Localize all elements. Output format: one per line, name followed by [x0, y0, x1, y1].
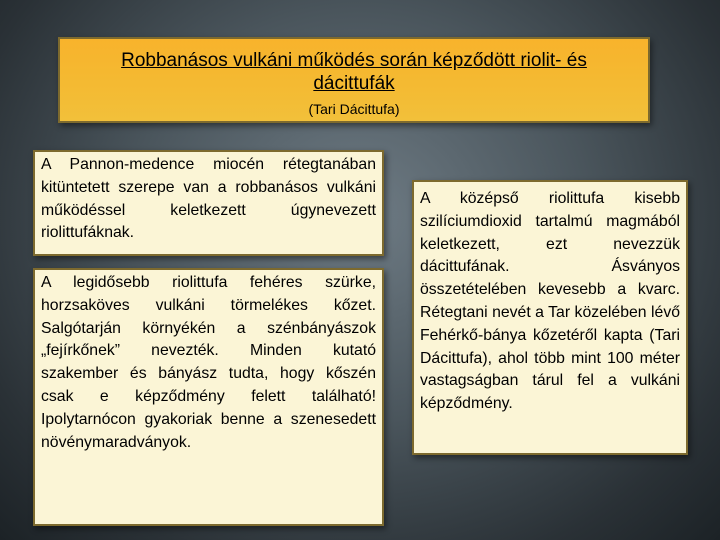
- text-box-dacite-tuff: [412, 180, 688, 455]
- text-box-intro: [33, 150, 384, 256]
- title-box: [58, 37, 650, 123]
- slide-title: Robbanásos vulkáni működés során képződött riolit- és dácittufák: [121, 50, 587, 94]
- paragraph-intro: A Pannon-medence miocén rétegtanában kitüntetett szerepe van a robbanásos vulkáni működéssel keletkezett úgynevezett riolittufáknak.: [41, 156, 376, 242]
- slide-subtitle: (Tari Dácittufa): [308, 101, 400, 117]
- text-box-oldest-rhyolite-tuff: [33, 268, 384, 526]
- paragraph-oldest-rhyolite-tuff: A legidősebb riolittufa fehéres szürke, horzsaköves vulkáni törmelékes kőzet. Salgótarján környékén a szénbányászok „fejírkőnek” nevezték. Minden kutató szakember és bányász tudta, hogy kőszén csak e képződmény felett található! Ipolytarnócon gyakoriak benne a szenesedett növénymaradványok.: [41, 274, 376, 451]
- paragraph-dacite-tuff: A középső riolittufa kisebb szilíciumdioxid tartalmú magmából keletkezett, ezt nevezzük dácittufának. Ásványos összetételében kevesebb a kvarc. Rétegtani nevét a Tar közelében lévő Fehérkő-bánya kőzetéről kapta (Tari Dácittufa), ahol több mint 100 méter vastagságban tárul fel a vulkáni képződmény.: [420, 190, 680, 413]
